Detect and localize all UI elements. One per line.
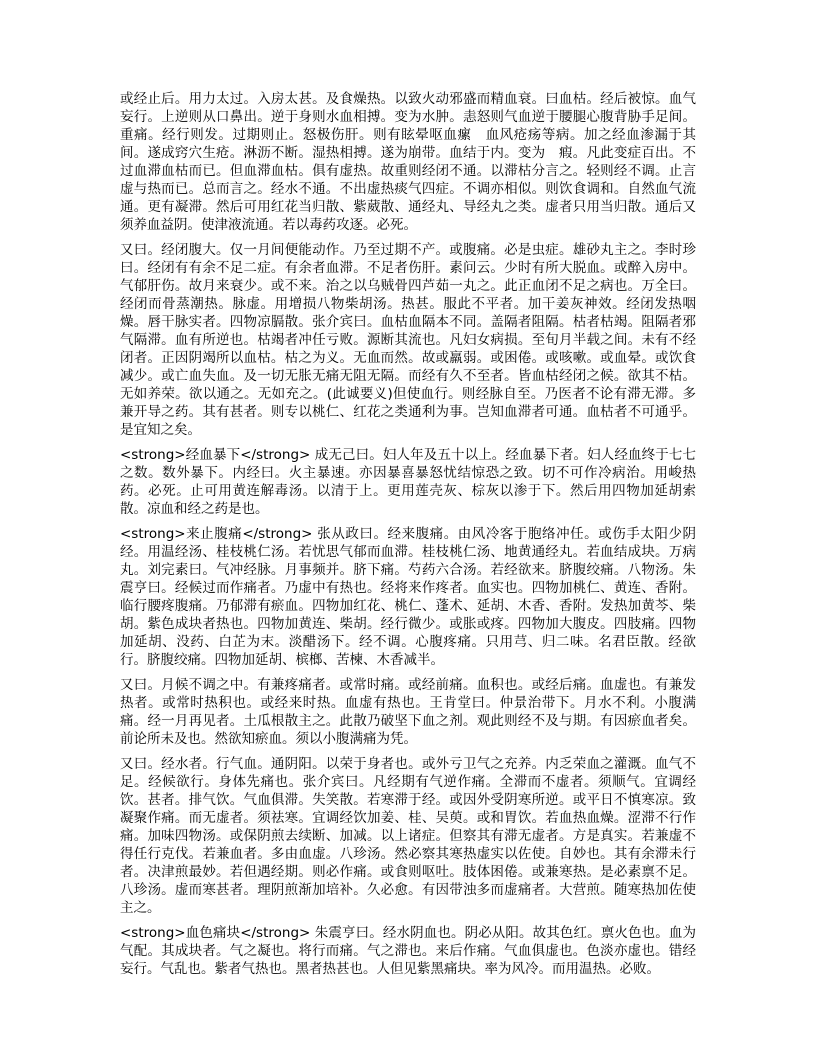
text-paragraph: <strong>来止腹痛</strong> 张从政曰。经来腹痛。由风冷客于胞络冲任。或伤手太阳少阴经。用温经汤、桂枝桃仁汤。若忧思气郁而血滞。桂枝桃仁汤、地黄通经丸。若血结成块。万病丸。刘完素曰。气冲经脉。月事频并。脐下痛。芍药六合汤。若经欲来。脐腹绞痛。八物汤。朱震亨曰。经候过而作痛者。乃虚中有热也。经将来作疼者。血实也。四物加桃仁、黄连、香附。临行腰疼腹痛。乃郁滞有瘀血。四物加红花、桃仁、蓬术、延胡、木香、香附。发热加黄芩、柴胡。紫色成块者热也。四物加黄连、柴胡。经行微少。或胀或疼。四物加大腹皮。四肢痛。四物加延胡、没药、白芷为末。淡醋汤下。经不调。心腹疼痛。只用芎、归二味。名君臣散。经欲行。脐腹绞痛。四物加延胡、槟榔、苦楝、木香减半。: [120, 526, 696, 668]
text-paragraph: <strong>血色痛块</strong> 朱震亨曰。经水阴血也。阴必从阳。故其色红。禀火色也。血为气配。其成块者。气之凝也。将行而痛。气之滞也。来后作痛。气血俱虚也。色淡亦虚也。错经妄行。气乱也。紫者气热也。黑者热甚也。人但见紫黑痛块。率为风冷。而用温热。必败。: [120, 925, 696, 977]
text-paragraph: 又曰。经水者。行气血。通阴阳。以荣于身者也。或外亏卫气之充养。内乏荣血之灌溉。血气不足。经候欲行。身体先痛也。张介宾曰。凡经期有气逆作痛。全滞而不虚者。须顺气。宜调经饮。甚者。排气饮。气血俱滞。失笑散。若寒滞于经。或因外受阴寒所逆。或平日不慎寒凉。致凝聚作痛。而无虚者。须祛寒。宜调经饮加姜、桂、吴萸。或和胃饮。若血热血燥。涩滞不行作痛。加味四物汤。或保阴煎去续断、加减。以上诸症。但察其有滞无虚者。方是真实。若兼虚不得任行克伐。若兼血者。多由血虚。八珍汤。然必察其寒热虚实以佐使。自妙也。其有余滞未行者。决津煎最妙。若但遇经期。则必作痛。或食则呕吐。肢体困倦。或兼寒热。是必素禀不足。八珍汤。虚而寒甚者。理阴煎渐加培补。久必愈。有因带浊多而虚痛者。大营煎。随寒热加佐使主之。: [120, 756, 696, 916]
text-paragraph: <strong>经血暴下</strong> 成无己曰。妇人年及五十以上。经血暴下者。妇人经血终于七七之数。数外暴下。内经曰。火主暴速。亦因暴喜暴怒忧结惊恐之致。切不可作冷病治。用峻热药。必死。止可用黄连解毒汤。以清于上。更用莲壳灰、棕灰以渗于下。然后用四物加延胡索散。凉血和经之药是也。: [120, 447, 696, 517]
text-paragraph: 又曰。经闭腹大。仅一月间便能动作。乃至过期不产。或腹痛。必是虫症。雄砂丸主之。李时珍曰。经闭有有余不足二症。有余者血滞。不足者伤肝。素问云。少时有所大脱血。或醉入房中。气郁肝伤。故月来衰少。或不来。治之以乌贼骨四芦茹一丸之。此正血闭不足之病也。万全曰。经闭而骨蒸潮热。脉虚。用增损八物柴胡汤。热甚。服此不平者。加干姜灰神效。经闭发热咽燥。唇干脉实者。四物凉膈散。张介宾曰。血枯血隔本不同。盖隔者阻隔。枯者枯竭。阻隔者邪气隔滞。血有所逆也。枯竭者冲任亏败。源断其流也。凡妇女病损。至旬月半载之间。未有不经闭者。正因阴竭所以血枯。枯之为义。无血而然。故或羸弱。或困倦。或咳嗽。或血晕。或饮食减少。或亡血失血。及一切无胀无痛无阻无隔。而经有久不至者。皆血枯经闭之候。欲其不枯。无如养荣。欲以通之。无如充之。(此诚要义)但使血行。则经脉自至。乃医者不论有滞无滞。多兼开导之药。其有甚者。则专以桃仁、红花之类通利为事。岂知血滞者可通。血枯者不可通乎。是宜知之矣。: [120, 242, 696, 438]
text-paragraph: 又曰。月候不调之中。有兼疼痛者。或常时痛。或经前痛。血积也。或经后痛。血虚也。有兼发热者。或常时热积也。或经来时热。血虚有热也。王肯堂曰。仲景治带下。月水不利。小腹满痛。经一月再见者。土瓜根散主之。此散乃破坚下血之剂。观此则经不及与期。有因瘀血者矣。前论所未及也。然欲知瘀血。须以小腹满痛为凭。: [120, 677, 696, 747]
text-paragraph: 或经止后。用力太过。入房太甚。及食燥热。以致火动邪盛而精血衰。曰血枯。经后被惊。血气妄行。上逆则从口鼻出。逆于身则水血相搏。变为水肿。恚怒则气血逆于腰腿心腹背胁手足间。重痛。经行则发。过期则止。怒极伤肝。则有眩晕呕血瘰 血风疮疡等病。加之经血渗漏于其间。遂成窍穴生疮。淋沥不断。湿热相搏。遂为崩带。血结于内。变为 瘕。凡此变症百出。不过血滞血枯而已。但血滞血枯。俱有虚热。故重则经闭不通。以滞枯分言之。轻则经不调。止言虚与热而已。总而言之。经水不通。不出虚热痰气四症。不调亦相似。则饮食调和。自然血气流通。更有凝滞。然后可用红花当归散、紫葳散、通经丸、导经丸之类。虚者只用当归散。通后又须养血益阴。使津液流通。若以毒药攻逐。必死。: [120, 91, 696, 233]
